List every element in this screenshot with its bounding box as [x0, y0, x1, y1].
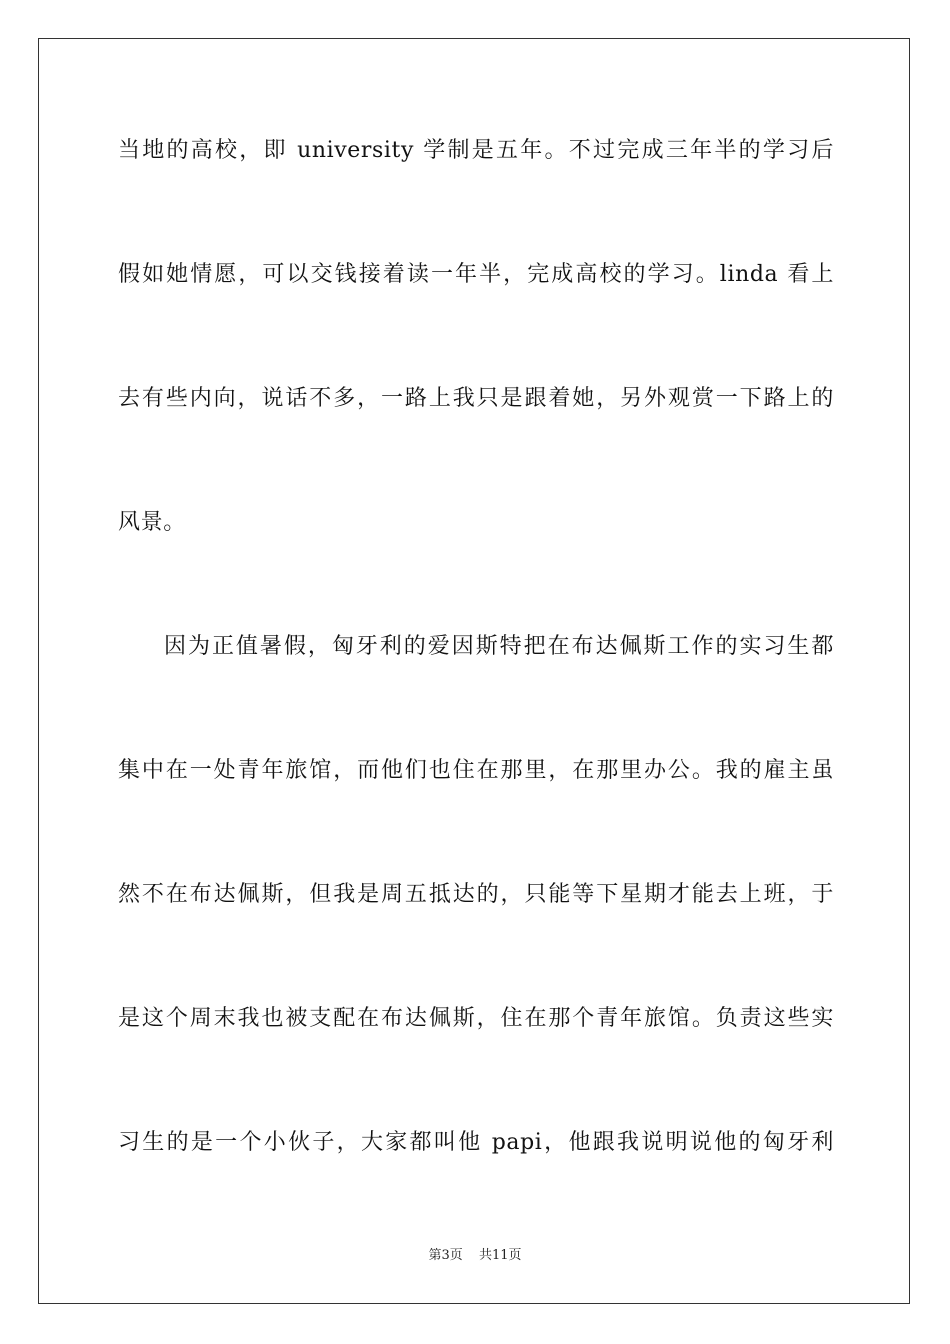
paragraph-1-line-2: 假如她情愿，可以交钱接着读一年半，完成高校的学习。linda 看上	[118, 262, 834, 287]
paragraph-1-line-1: 当地的高校，即 university 学制是五年。不过完成三年半的学习后	[118, 138, 834, 163]
page-number: 第3页	[428, 1248, 463, 1263]
paragraph-2-line-3: 然不在布达佩斯，但我是周五抵达的，只能等下星期才能去上班，于	[118, 882, 834, 907]
paragraph-1-line-4: 风景。	[118, 510, 186, 535]
paragraph-2-line-2: 集中在一处青年旅馆，而他们也住在那里，在那里办公。我的雇主虽	[118, 758, 834, 783]
page-footer	[0, 1246, 950, 1266]
paragraph-2-line-1: 因为正值暑假，匈牙利的爱因斯特把在布达佩斯工作的实习生都	[164, 634, 834, 659]
page-total: 共11页	[478, 1248, 522, 1263]
page-border	[38, 38, 910, 1304]
paragraph-2-line-4: 是这个周末我也被支配在布达佩斯，住在那个青年旅馆。负责这些实	[118, 1006, 834, 1031]
paragraph-2-line-5: 习生的是一个小伙子，大家都叫他 papi，他跟我说明说他的匈牙利	[118, 1130, 834, 1155]
paragraph-1-line-3: 去有些内向，说话不多，一路上我只是跟着她，另外观赏一下路上的	[118, 386, 834, 411]
